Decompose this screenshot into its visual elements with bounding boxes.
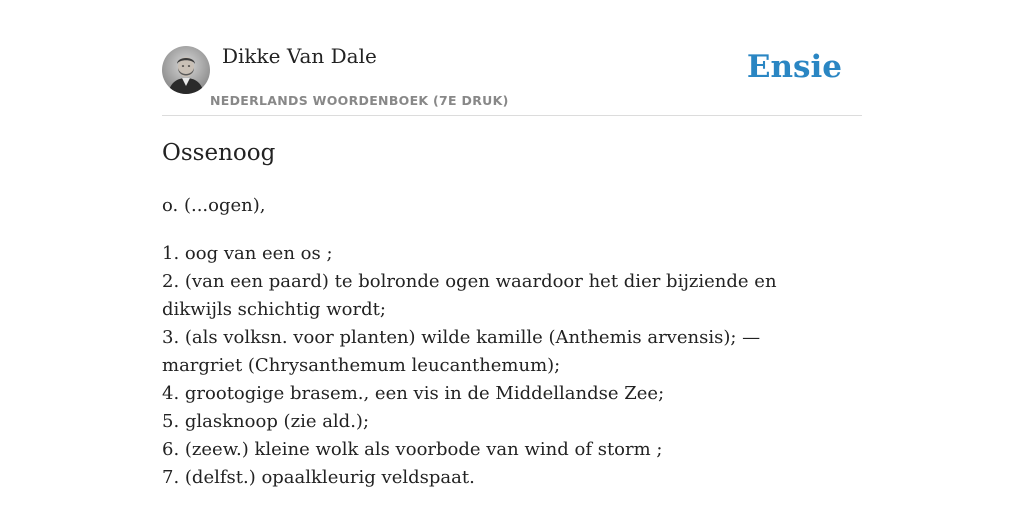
definition-list xyxy=(162,240,842,492)
author-name[interactable]: Dikke Van Dale xyxy=(222,44,377,68)
definition-item: 7. (delfst.) opaalkleurig veldspaat. xyxy=(162,467,475,488)
definition-item: 6. (zeew.) kleine wolk als voorbode van wind of storm ; xyxy=(162,439,663,460)
entry-grammar: o. (...ogen), xyxy=(162,195,266,216)
author-avatar[interactable] xyxy=(162,46,210,94)
definition-item: 4. grootogige brasem., een vis in de Middellandse Zee; xyxy=(162,383,665,404)
header xyxy=(162,0,862,116)
ensie-logo[interactable]: Ensie xyxy=(746,49,842,85)
definition-item: 3. (als volksn. voor planten) wilde kamille (Anthemis arvensis); — margriet (Chrysanthemum leucanthemum); xyxy=(162,327,761,376)
portrait-image xyxy=(162,46,210,94)
definition-item: 5. glasknoop (zie ald.); xyxy=(162,411,370,432)
definition-item: 1. oog van een os ; xyxy=(162,243,333,264)
definition-item: 2. (van een paard) te bolronde ogen waardoor het dier bijziende en dikwijls schichtig wordt; xyxy=(162,271,777,320)
content-container xyxy=(162,0,862,488)
entry-title: Ossenoog xyxy=(162,140,276,166)
dictionary-subtitle: NEDERLANDS WOORDENBOEK (7E DRUK) xyxy=(210,93,509,108)
